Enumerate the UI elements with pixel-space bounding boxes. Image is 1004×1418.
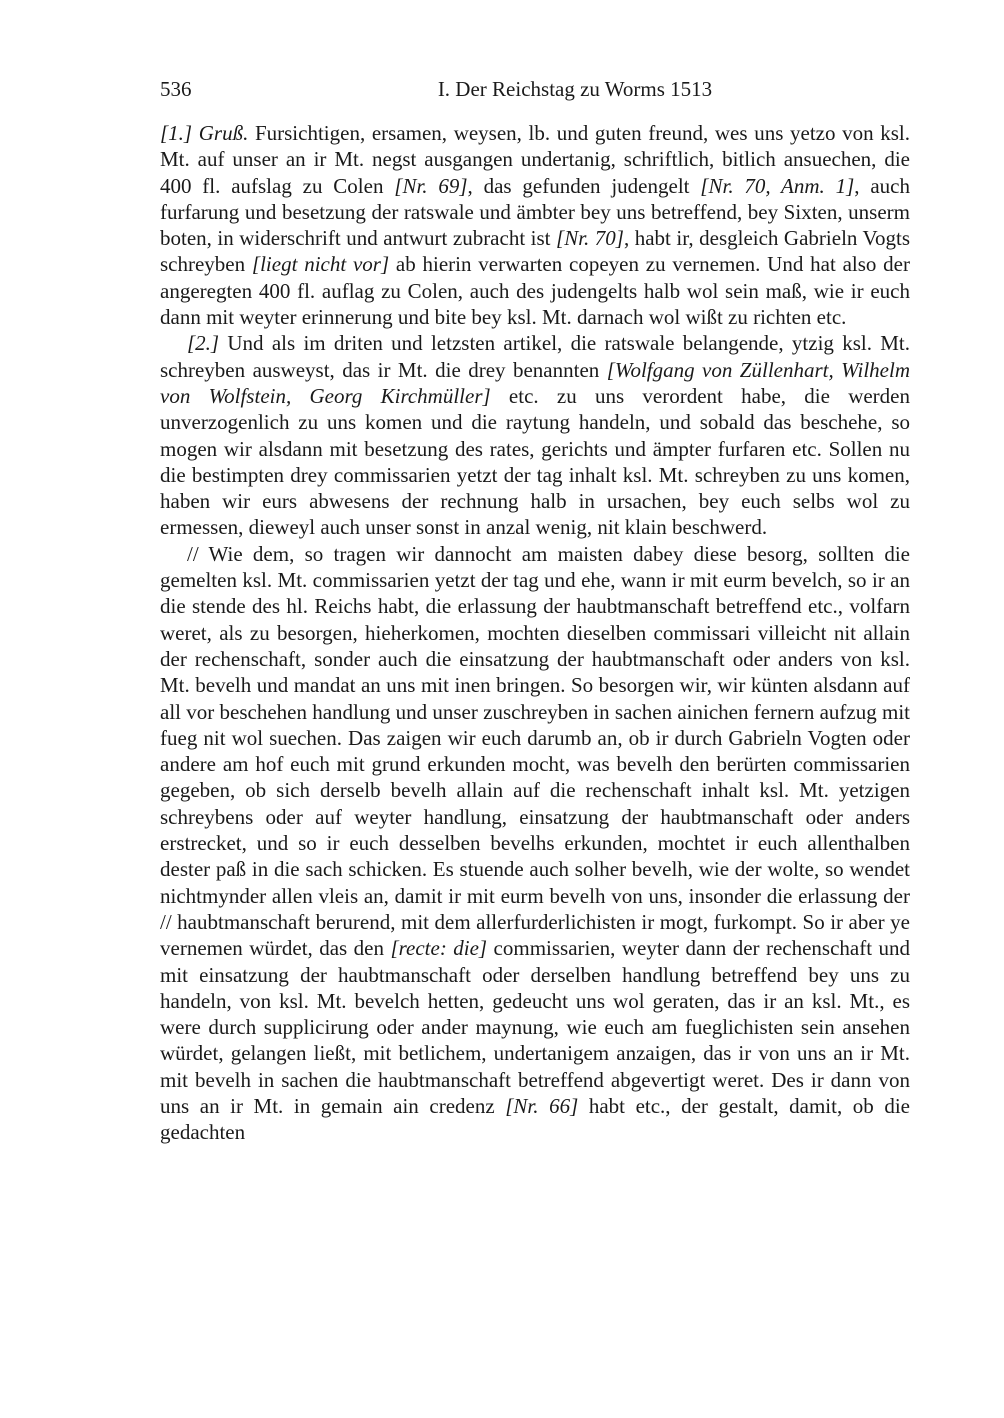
body-text	[160, 120, 910, 1146]
editorial-note: [Nr. 69]	[394, 173, 468, 198]
page	[160, 74, 910, 1146]
page-number: 536	[160, 77, 192, 101]
editorial-note: [1.] Gruß.	[160, 121, 249, 145]
editorial-note: [liegt nicht vor]	[251, 252, 390, 277]
text-run: ab hierin verwarten copeyen zu vernemen. Und hat also der angeregten 400 fl. auflag zu Colen, auch des judengelts halb wol sein maß, wie ir euch dann mit weyter erinnerung und bite bey ksl. Mt. darnach wol wißt zu richten etc.	[160, 252, 910, 330]
editorial-note: [2.]	[187, 331, 220, 356]
editorial-note: [Nr. 66]	[505, 1093, 579, 1118]
text-run: Fursichtigen, ersamen, weysen, lb. und guten freund, wes uns yetzo von ksl. Mt. auf unser an ir Mt. negst ausgangen undertanig, schriftlich, bitlich ansuechen, die 400 fl. aufslag zu Colen	[160, 121, 911, 198]
running-header	[160, 74, 910, 104]
paragraph-2	[160, 330, 910, 540]
text-run: habt etc., der gestalt, damit, ob die gedachten	[160, 1093, 911, 1145]
text-run: commissarien, weyter dann der rechenschaft und mit einsatzung der haubtmanschaft oder derselben handlung betreffend bey uns zu handeln, von ksl. Mt. bevelch hetten, gedeucht uns wol geraten, das ir an ksl. Mt., es were durch supplicirung oder ander maynung, wie euch am fueglichisten sein ansehen würdet, gelangen ließt, mit betlichem, undertanigem anzaigen, das ir von uns an ir Mt. mit bevelh in sachen die haubtmanschaft betreffend abgevertigt weret. Des ir dann von uns an ir Mt. in gemain ain credenz	[160, 936, 911, 1118]
text-run: , auch furfarung und besetzung der ratswale und ämbter bey uns betreffend, bey Sixten, unserm boten, in widerschrift und antwurt zubracht ist	[160, 173, 910, 251]
editorial-note: [recte: die]	[390, 936, 488, 961]
editorial-note: [Wolfgang von Züllenhart, Wilhelm von Wolfstein, Georg Kirchmüller]	[160, 357, 910, 408]
text-run: // Wie dem, so tragen wir dannocht am maisten dabey diese besorg, sollten die gemelten ksl. Mt. commissarien yetzt der tag und ehe, wann ir mit eurm bevelch, so ir an die stende des hl. Reichs habt, die erlassung der haubtmanschaft betreffend etc., volfarn weret, als zu besorgen, hieherkomen, mochten dieselben commissari villeicht nit allain der rechenschaft, sonder auch die einsatzung der haubtmanschaft oder anders von ksl. Mt. bevelh und mandat an uns mit inen bringen. So besorgen wir, wir künten alsdann auf all vor beschehen handlung und unser zuschreyben in sachen ainichen fernern aufzug mit fueg nit wol suechen. Das zaigen wir euch darumb an, ob ir durch Gabrieln Vogten oder andere am hof euch mit grund erkunden mocht, was bevelh den berürten commissarien gegeben, ob sich derselb bevelh allain auf die rechenschaft inhalt ksl. Mt. yetzigen schreybens oder auf weyter handlung, einsatzung der haubtmanschaft oder anders erstrecket, und so ir euch desselben bevelhs erkunden, mochtet ir euch allenthalben dester paß in die sach schicken. Es stuende auch solher bevelh, wie der wolte, so wendet nichtmynder allen vleis an, damit ir mit eurm bevelh von uns, insonder die erlassung der // haubtmanschaft berurend, mit dem allerfurderlichisten ir mogt, furkompt. So ir aber ye vernemen würdet, das den	[160, 541, 910, 961]
text-run: etc. zu uns verordent habe, die werden unverzogenlich zu uns komen und die raytung handeln, und sobald das beschehe, so mogen wir alsdann mit besetzung des rates, gerichts und ämpter furfaren etc. Sollen nu die bestimpten drey commissarien yetzt der tag inhalt ksl. Mt. schreyben zu uns komen, haben wir eurs abwesens der rechnung halb in ursachen, bey euch selbs wol zu ermessen, dieweyl auch unser sonst in anzal wenig, nit klain beschwerd.	[160, 383, 910, 540]
running-title: I. Der Reichstag zu Worms 1513	[437, 77, 713, 101]
text-run: , habt ir, desgleich Gabrieln Vogts schreyben	[160, 226, 910, 277]
text-run: , das gefunden judengelt	[467, 173, 701, 198]
editorial-note: [Nr. 70]	[556, 226, 624, 251]
editorial-note: [Nr. 70, Anm. 1]	[700, 173, 855, 198]
text-run: Und als im driten und letzsten artikel, die ratswale belangende, ytzig ksl. Mt. schreyben ausweyst, das ir Mt. die drey benannten	[160, 331, 910, 382]
paragraph-3	[160, 541, 910, 1146]
paragraph-1	[160, 120, 910, 330]
